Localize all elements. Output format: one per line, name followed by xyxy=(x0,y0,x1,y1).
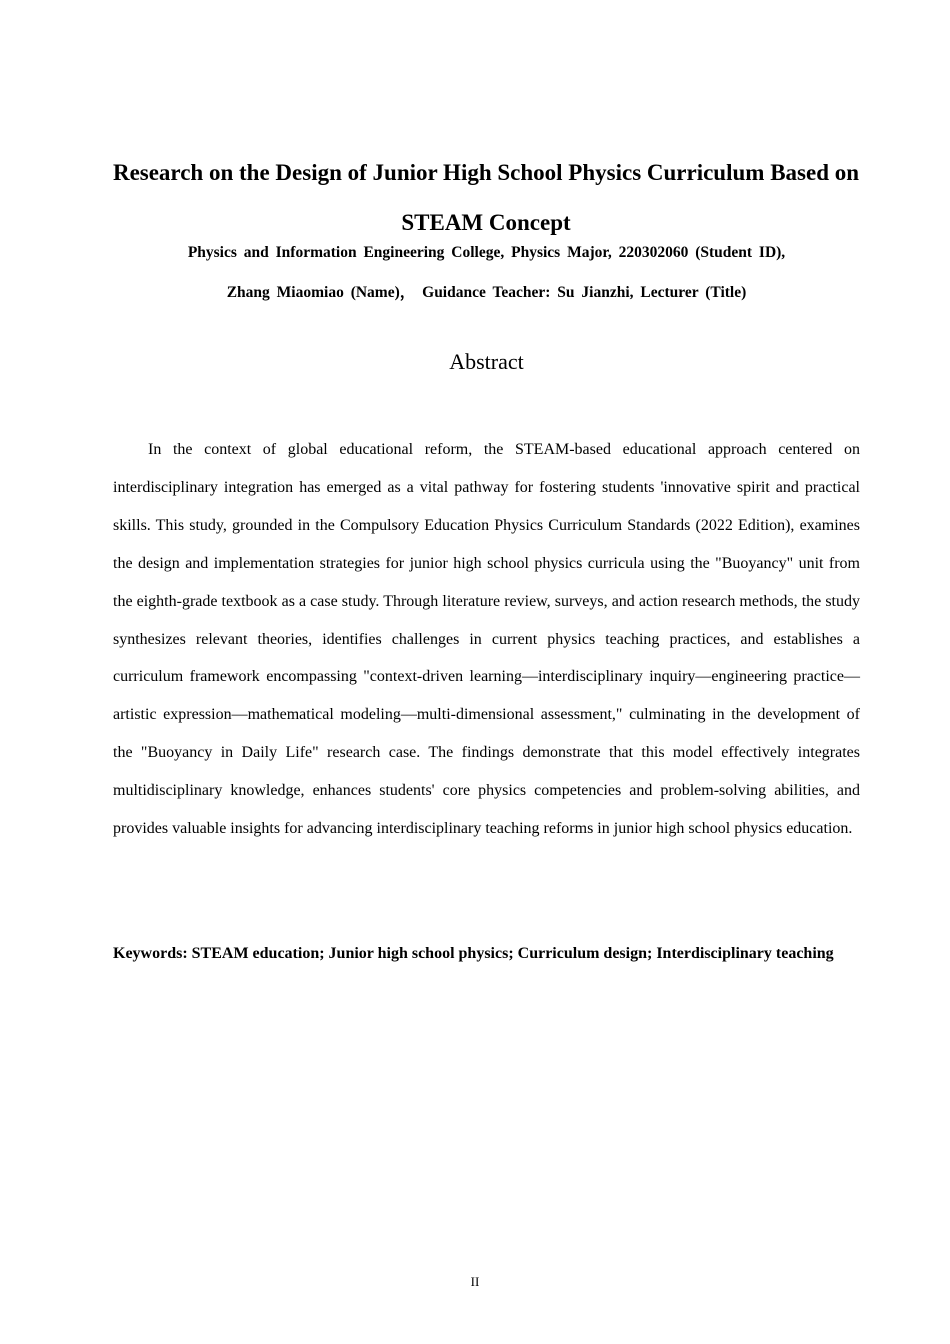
abstract-body: In the context of global educational reform, the STEAM-based educational approach centered on interdisciplinary integration has emerged as a vital pathway for fostering students 'innovative spirit and practical skills. This study, grounded in the Compulsory Education Physics Curriculum Standards (2022 Edition), examines the design and implementation strategies for junior high school physics curricula using the "Buoyancy" unit from the eighth-grade textbook as a case study. Through literature review, surveys, and action research methods, the study synthesizes relevant theories, identifies challenges in current physics teaching practices, and establishes a curriculum framework encompassing "context-driven learning—interdisciplinary inquiry—engineering practice—artistic expression—mathematical modeling—multi-dimensional assessment," culminating in the development of the "Buoyancy in Daily Life" research case. The findings demonstrate that this model effectively integrates multidisciplinary knowledge, enhances students' core physics competencies and problem-solving abilities, and provides valuable insights for advancing interdisciplinary teaching reforms in junior high school physics education. xyxy=(113,441,860,838)
abstract-heading: Abstract xyxy=(449,349,524,374)
page-title: Research on the Design of Junior High School Physics Curriculum Based on STEAM Concept xyxy=(112,160,860,235)
author-info-line-2: Zhang Miaomiao (Name)， Guidance Teacher: Su Jianzhi, Lecturer (Title) xyxy=(226,284,747,301)
keywords: Keywords: STEAM education; Junior high school physics; Curriculum design; Interdisciplinary teaching xyxy=(113,945,834,962)
author-info-line-1: Physics and Information Engineering College, Physics Major, 220302060 (Student ID), xyxy=(187,244,786,261)
page-number: II xyxy=(470,1274,480,1289)
